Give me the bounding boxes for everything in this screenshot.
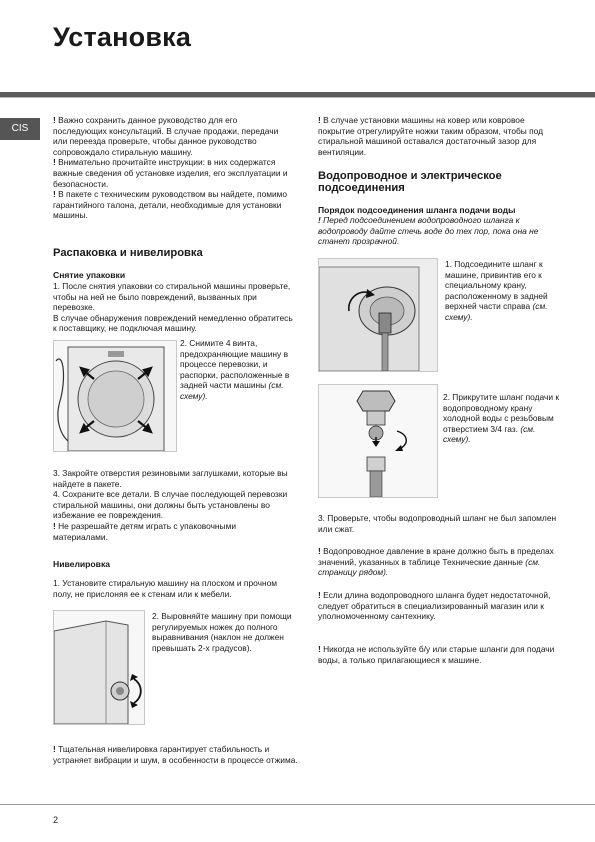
leveling-step-1: 1. Установите стиральную машину на плоском и прочном полу, не прислоняя ее к стенам или к мебели. xyxy=(53,578,277,599)
unpacking-steps-3-5 xyxy=(53,468,293,542)
section-heading-unpacking: Распаковка и нивелировка xyxy=(53,247,203,259)
footer-rule xyxy=(0,804,595,805)
hose-step-1 xyxy=(445,259,563,323)
unpacking-step-2 xyxy=(180,338,298,402)
washer-foot-figure xyxy=(53,610,145,725)
unpack-step-1-text: 1. После снятия упаковки со стиральной машины проверьте, чтобы на ней не было повреждений, вызванных при перевозке. xyxy=(53,281,291,313)
page-number: 2 xyxy=(53,815,59,825)
hose-warning xyxy=(318,215,558,247)
carpet-note xyxy=(318,115,558,157)
page-title: Установка xyxy=(53,22,192,52)
excl-mark: ! xyxy=(53,744,56,754)
excl-mark: ! xyxy=(318,546,321,556)
hose-step-1-text: 1. Подсоедините шланг к машине, привинтив его к специальному крану, расположенному в задней верхней части справа xyxy=(445,259,548,312)
excl-mark: ! xyxy=(318,644,321,654)
subheading-hose: Порядок подсоединения шланга подачи воды xyxy=(318,205,516,215)
intro-block xyxy=(53,115,293,221)
intro-paragraph-3: В пакете с техническим руководством вы найдете, помимо гарантийного талона, детали, необходимые для установки машины. xyxy=(53,189,288,221)
intro-paragraph-2: Внимательно прочитайте инструкции: в них содержатся важные сведения об установке изделия, его эксплуатации и безопасности. xyxy=(53,157,288,189)
carpet-note-text: В случае установки машины на ковер или ковровое покрытие отрегулируйте ножки таким образом, чтобы под стиральной машиной оставался достаточный зазор для вентиляции. xyxy=(318,115,544,157)
see-diagram-ref: (см. схему). xyxy=(443,423,536,445)
excl-mark: ! xyxy=(318,215,321,225)
see-diagram-ref: (см. схему). xyxy=(180,380,284,401)
washer-back-figure xyxy=(53,340,177,452)
hose-connect-figure xyxy=(318,258,438,372)
leveling-note xyxy=(53,744,298,765)
hose-length-note-text: Если длина водопроводного шланга будет недостаточной, следует обратиться в специализированный магазин или к уполномоченному сантехнику. xyxy=(318,590,551,622)
excl-mark: ! xyxy=(53,157,56,168)
leveling-step-2: 2. Выровняйте машину при помощи регулируемых ножек до полного выравнивания (наклон не должен превышать 2-х градусов). xyxy=(152,611,292,653)
leveling-note-text: Тщательная нивелировка гарантирует стабильность и устраняет вибрации и шум, в особенности в процессе отжима. xyxy=(53,744,298,765)
pressure-note xyxy=(318,546,563,578)
hose-step-3: 3. Проверьте, чтобы водопроводный шланг не был запомлен или сжат. xyxy=(318,513,557,534)
unpack-step-1b-text: В случае обнаружения повреждений немедленно обратитесь к поставщику, не подключая машину. xyxy=(53,312,293,334)
excl-mark: ! xyxy=(53,189,56,200)
unpack-step-2-text: 2. Снимите 4 винта, предохраняющие машину в процессе перевозки, и распорки, расположенные в задней части машины xyxy=(180,338,290,391)
intro-paragraph-1: Важно сохранить данное руководство для его последующих консультаций. В случае продажи, передачи или переезда проверьте, чтобы данное руководство сопровождало стиральную машину. xyxy=(53,115,279,157)
subheading-leveling: Нивелировка xyxy=(53,559,111,569)
see-page-ref: (см. страницу рядом). xyxy=(318,556,541,578)
tap-connect-illustration xyxy=(319,385,437,497)
washer-back-illustration xyxy=(54,341,176,451)
hose-connect-illustration xyxy=(319,259,437,371)
excl-mark: ! xyxy=(53,115,56,125)
hose-step-2-text: 2. Прикрутите шланг подачи к водопроводному крану холодной воды с резьбовым отверстием 3/4 газ. xyxy=(443,392,559,434)
header-rule-thin xyxy=(0,97,595,98)
pressure-note-text: Водопроводное давление в кране должно быть в пределах значений, указанных в таблице Технические данные xyxy=(318,546,554,567)
unpacking-step-1 xyxy=(53,281,293,334)
hose-step-2 xyxy=(443,392,563,445)
hose-length-note xyxy=(318,590,558,622)
leveling-foot-illustration xyxy=(54,611,144,724)
subheading-unpacking: Снятие упаковки xyxy=(53,270,126,280)
tap-connect-figure xyxy=(318,384,438,498)
old-hose-note-text: Никогда не используйте б/у или старые шланги для подачи воды, а только прилагающиеся к машине. xyxy=(318,644,555,665)
excl-mark: ! xyxy=(318,590,321,600)
old-hose-note xyxy=(318,644,563,665)
language-tab: CIS xyxy=(0,118,40,140)
unpack-step-4-text: 4. Сохраните все детали. В случае последующей перевозки стиральной машины, они должны быть установлены во избежание ее повреждения. xyxy=(53,489,288,521)
excl-mark: ! xyxy=(53,520,56,531)
see-diagram-ref: (см. схему). xyxy=(445,301,548,322)
unpack-step-5-text: Не разрешайте детям играть с упаковочными материалами. xyxy=(53,520,237,542)
unpack-step-3-text: 3. Закройте отверстия резиновыми заглушками, которые вы найдете в пакете. xyxy=(53,468,288,489)
excl-mark: ! xyxy=(318,115,321,125)
hose-warning-text: Перед подсоединением водопроводного шланга к водопроводу дайте стечь воде до тех пор, пока она не станет прозрачной. xyxy=(318,215,539,247)
section-heading-water: Водопроводное и электрическое подсоединения xyxy=(318,170,502,195)
